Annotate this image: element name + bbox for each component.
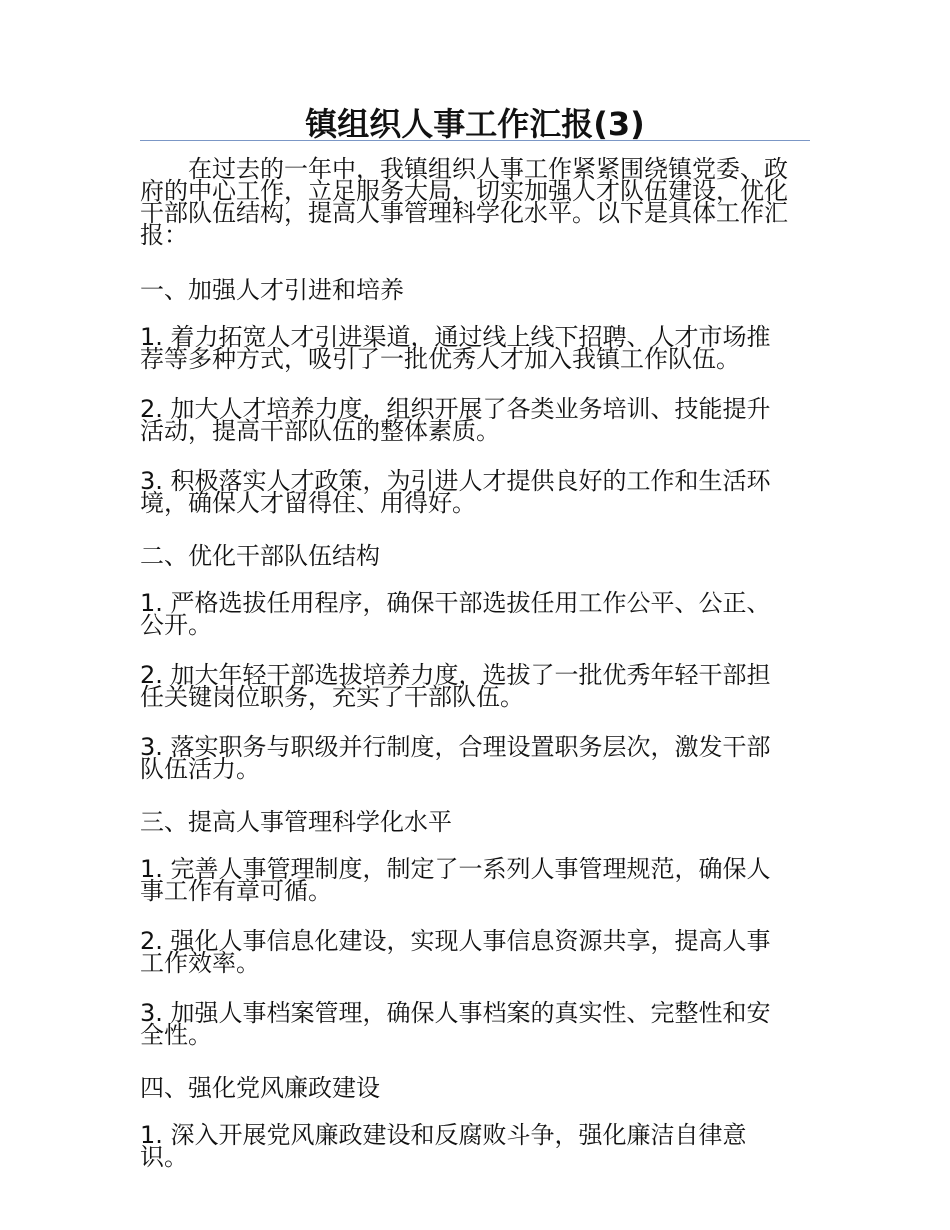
section-3-item-2: 2. 强化人事信息化建设，实现人事信息资源共享，提高人事工作效率。	[140, 927, 771, 977]
section-heading-4: 四、强化党风廉政建设	[140, 1074, 380, 1102]
section-1-item-2: 2. 加大人才培养力度，组织开展了各类业务培训、技能提升活动，提高干部队伍的整体素质。	[140, 395, 771, 445]
title-underline	[140, 140, 810, 141]
section-3-item-1: 1. 完善人事管理制度，制定了一系列人事管理规范，确保人事工作有章可循。	[140, 855, 771, 905]
section-2-item-3: 3. 落实职务与职级并行制度，合理设置职务层次，激发干部队伍活力。	[140, 733, 771, 783]
section-1-item-1: 1. 着力拓宽人才引进渠道，通过线上线下招聘、人才市场推荐等多种方式，吸引了一批优秀人才加入我镇工作队伍。	[140, 323, 771, 373]
section-1-item-3: 3. 积极落实人才政策，为引进人才提供良好的工作和生活环境，确保人才留得住、用得好。	[140, 467, 771, 517]
section-heading-1: 一、加强人才引进和培养	[140, 276, 404, 304]
section-heading-2: 二、优化干部队伍结构	[140, 542, 380, 570]
section-heading-3: 三、提高人事管理科学化水平	[140, 808, 452, 836]
section-2-item-2: 2. 加大年轻干部选拔培养力度，选拔了一批优秀年轻干部担任关键岗位职务，充实了干部队伍。	[140, 661, 771, 711]
intro-paragraph: 在过去的一年中，我镇组织人事工作紧紧围绕镇党委、政府的中心工作，立足服务大局，切实加强人才队伍建设，优化干部队伍结构，提高人事管理科学化水平。以下是具体工作汇报：	[140, 155, 788, 249]
document-title: 镇组织人事工作汇报(3)	[305, 105, 645, 143]
section-2-item-1: 1. 严格选拔任用程序，确保干部选拔任用工作公平、公正、公开。	[140, 589, 771, 639]
section-3-item-3: 3. 加强人事档案管理，确保人事档案的真实性、完整性和安全性。	[140, 999, 771, 1049]
document-body	[140, 155, 810, 1196]
section-4-item-1: 1. 深入开展党风廉政建设和反腐败斗争，强化廉洁自律意识。	[140, 1121, 747, 1171]
